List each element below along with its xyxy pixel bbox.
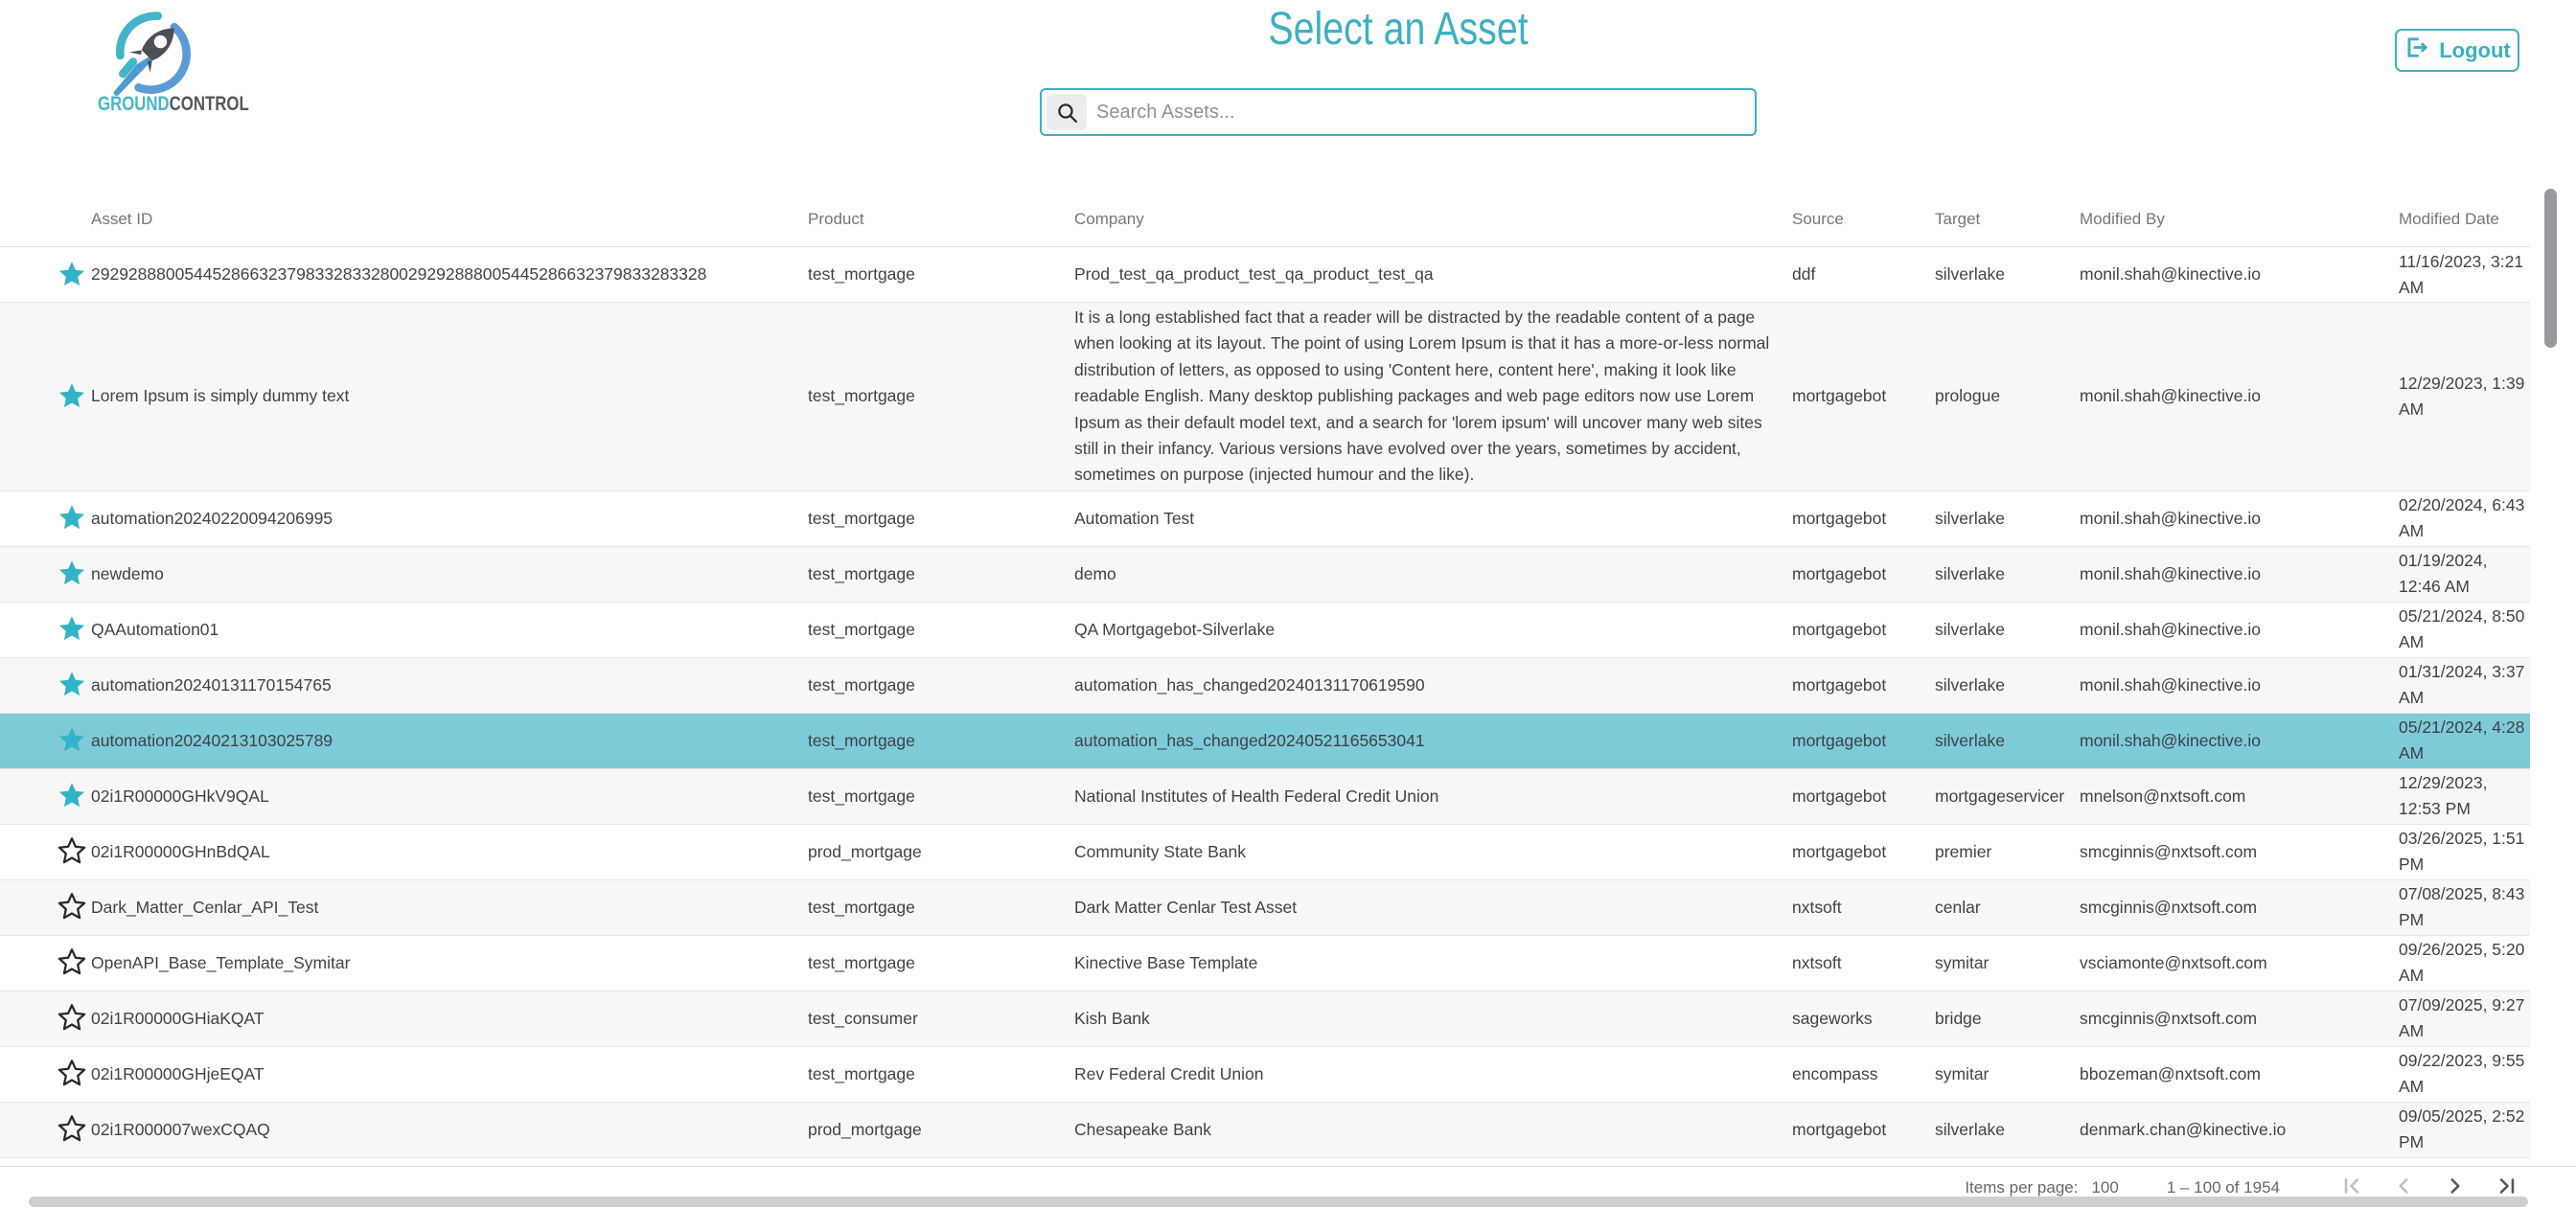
- cell-modified-by: vsciamonte@nxtsoft.com: [2080, 952, 2267, 972]
- column-header-source[interactable]: Source: [1792, 209, 1844, 228]
- cell-source: mortgagebot: [1792, 563, 1887, 583]
- table-row[interactable]: [0, 303, 2530, 491]
- cell-modified-by: monil.shah@kinective.io: [2080, 508, 2261, 528]
- table-row[interactable]: [0, 714, 2530, 769]
- favorite-star-filled-icon[interactable]: [58, 559, 91, 588]
- cell-asset-id: automation20240220094206995: [91, 508, 334, 528]
- cell-product: test_mortgage: [808, 563, 915, 583]
- cell-product: test_mortgage: [808, 730, 915, 750]
- cell-modified-date: 05/21/2024, 8:50 AM: [2399, 606, 2525, 652]
- table-row[interactable]: [0, 1103, 2530, 1158]
- search-box: [1040, 88, 1757, 136]
- cell-modified-date: 02/20/2024, 6:43 AM: [2399, 495, 2525, 541]
- cell-product: test_mortgage: [808, 786, 915, 806]
- logout-icon: [2404, 34, 2429, 66]
- cell-product: test_mortgage: [808, 264, 915, 284]
- favorite-star-outline-icon[interactable]: [58, 948, 91, 977]
- cell-asset-id: automation20240131170154765: [91, 674, 332, 695]
- table-row[interactable]: [0, 547, 2530, 603]
- table-row[interactable]: [0, 603, 2530, 658]
- cell-product: prod_mortgage: [808, 1119, 922, 1139]
- cell-target: symitar: [1935, 952, 1990, 972]
- table-row[interactable]: [0, 658, 2530, 714]
- cell-target: premier: [1935, 841, 1992, 861]
- favorite-star-filled-icon[interactable]: [58, 782, 91, 810]
- cell-product: test_mortgage: [808, 508, 915, 528]
- favorite-star-outline-icon[interactable]: [58, 1115, 91, 1144]
- cell-product: test_mortgage: [808, 674, 915, 695]
- range-label: 1 – 100 of 1954: [2166, 1177, 2280, 1197]
- cell-modified-by: smcginnis@nxtsoft.com: [2080, 897, 2258, 917]
- favorite-star-filled-icon[interactable]: [58, 504, 91, 533]
- logo-text-control: CONTROL: [169, 93, 249, 115]
- logo-text-ground: GROUND: [98, 93, 170, 115]
- cell-modified-date: 09/26/2025, 5:20 AM: [2399, 940, 2525, 986]
- cell-target: mortgageservicer: [1935, 786, 2065, 806]
- search-icon: [1046, 94, 1087, 130]
- cell-product: test_mortgage: [808, 619, 915, 639]
- cell-product: prod_mortgage: [808, 841, 922, 861]
- cell-modified-date: 07/08/2025, 8:43 PM: [2399, 884, 2525, 930]
- cell-modified-by: monil.shah@kinective.io: [2080, 730, 2261, 750]
- cell-target: silverlake: [1935, 619, 2005, 639]
- cell-company: Dark Matter Cenlar Test Asset: [1074, 897, 1298, 917]
- page-title: Select an Asset: [1268, 4, 1529, 55]
- assets-table: [0, 192, 2530, 1167]
- table-row[interactable]: [0, 936, 2530, 991]
- cell-target: bridge: [1935, 1008, 1982, 1028]
- column-header-modified-by[interactable]: Modified By: [2080, 209, 2165, 228]
- table-row[interactable]: [0, 825, 2530, 880]
- cell-company: Kish Bank: [1074, 1008, 1150, 1028]
- table-body: [0, 247, 2530, 1158]
- cell-source: nxtsoft: [1792, 952, 1842, 972]
- cell-product: test_consumer: [808, 1008, 918, 1028]
- cell-company: Community State Bank: [1074, 841, 1246, 861]
- favorite-star-filled-icon[interactable]: [58, 726, 91, 755]
- cell-modified-by: monil.shah@kinective.io: [2080, 674, 2261, 695]
- search-input[interactable]: [1094, 94, 1755, 130]
- cell-asset-id: 02i1R00000GHkV9QAL: [91, 786, 269, 806]
- cell-modified-date: 03/26/2025, 1:51 PM: [2399, 829, 2525, 875]
- cell-asset-id: 02i1R00000GHnBdQAL: [91, 841, 270, 861]
- cell-source: mortgagebot: [1792, 841, 1887, 861]
- rocket-icon: [84, 10, 218, 96]
- cell-asset-id: newdemo: [91, 563, 164, 583]
- cell-modified-date: 09/05/2025, 2:52 PM: [2399, 1106, 2525, 1152]
- table-row[interactable]: [0, 1047, 2530, 1103]
- favorite-star-filled-icon[interactable]: [58, 615, 91, 644]
- cell-company: automation_has_changed20240131170619590: [1074, 674, 1425, 695]
- cell-product: test_mortgage: [808, 1063, 915, 1083]
- cell-modified-by: monil.shah@kinective.io: [2080, 619, 2261, 639]
- column-header-asset-id[interactable]: Asset ID: [91, 209, 153, 228]
- ground-control-logo: [84, 10, 249, 116]
- favorite-star-filled-icon[interactable]: [58, 382, 91, 411]
- cell-modified-by: smcginnis@nxtsoft.com: [2080, 841, 2258, 861]
- cell-company: demo: [1074, 563, 1116, 583]
- cell-target: silverlake: [1935, 730, 2005, 750]
- cell-asset-id: 02i1R00000GHjeEQAT: [91, 1063, 264, 1083]
- table-row[interactable]: [0, 769, 2530, 825]
- cell-product: test_mortgage: [808, 952, 915, 972]
- cell-modified-date: 07/09/2025, 9:27 AM: [2399, 995, 2525, 1041]
- favorite-star-outline-icon[interactable]: [58, 1060, 91, 1088]
- cell-source: sageworks: [1792, 1008, 1873, 1028]
- cell-product: test_mortgage: [808, 897, 915, 917]
- table-row[interactable]: [0, 880, 2530, 936]
- table-row[interactable]: [0, 247, 2530, 303]
- cell-source: mortgagebot: [1792, 786, 1887, 806]
- cell-source: mortgagebot: [1792, 619, 1887, 639]
- cell-modified-by: monil.shah@kinective.io: [2080, 563, 2261, 583]
- favorite-star-outline-icon[interactable]: [58, 1004, 91, 1033]
- cell-company: QA Mortgagebot-Silverlake: [1074, 619, 1276, 639]
- cell-modified-date: 01/19/2024, 12:46 AM: [2399, 551, 2488, 597]
- cell-asset-id: OpenAPI_Base_Template_Symitar: [91, 952, 351, 972]
- cell-company: Automation Test: [1074, 508, 1195, 528]
- cell-target: silverlake: [1935, 674, 2005, 695]
- items-per-page-label: Items per page:: [1965, 1177, 2079, 1197]
- cell-modified-by: mnelson@nxtsoft.com: [2080, 786, 2246, 806]
- cell-modified-by: monil.shah@kinective.io: [2080, 264, 2261, 284]
- favorite-star-filled-icon[interactable]: [58, 671, 91, 699]
- favorite-star-filled-icon[interactable]: [58, 261, 91, 289]
- cell-company: automation_has_changed20240521165653041: [1074, 730, 1425, 750]
- table-header-row: [0, 192, 2530, 247]
- column-header-modified-date[interactable]: Modified Date: [2399, 209, 2499, 228]
- vertical-scrollbar-thumb[interactable]: [2544, 189, 2557, 348]
- horizontal-scrollbar-thumb[interactable]: [29, 1197, 2528, 1207]
- cell-modified-by: monil.shah@kinective.io: [2080, 386, 2261, 406]
- cell-target: silverlake: [1935, 508, 2005, 528]
- logout-button[interactable]: [2395, 29, 2519, 72]
- table-row[interactable]: [0, 991, 2530, 1047]
- table-row[interactable]: [0, 491, 2530, 547]
- cell-modified-by: smcginnis@nxtsoft.com: [2080, 1008, 2258, 1028]
- cell-target: silverlake: [1935, 264, 2005, 284]
- cell-product: test_mortgage: [808, 386, 915, 406]
- cell-company: Kinective Base Template: [1074, 952, 1258, 972]
- cell-asset-id: QAAutomation01: [91, 619, 219, 639]
- cell-asset-id: 292928880054452866323798332833280029292888005445286632379833283328: [91, 264, 707, 284]
- cell-asset-id: 02i1R00000GHiaKQAT: [91, 1008, 264, 1028]
- cell-source: mortgagebot: [1792, 386, 1887, 406]
- cell-company: National Institutes of Health Federal Credit Union: [1074, 786, 1439, 806]
- cell-asset-id: Dark_Matter_Cenlar_API_Test: [91, 897, 319, 917]
- cell-asset-id: Lorem Ipsum is simply dummy text: [91, 386, 350, 406]
- cell-company: Prod_test_qa_product_test_qa_product_test_qa: [1074, 263, 1434, 284]
- favorite-star-outline-icon[interactable]: [58, 837, 91, 866]
- cell-target: silverlake: [1935, 563, 2005, 583]
- cell-company: Rev Federal Credit Union: [1074, 1063, 1264, 1083]
- column-header-target[interactable]: Target: [1935, 209, 1981, 228]
- cell-modified-by: denmark.chan@kinective.io: [2080, 1119, 2287, 1139]
- cell-modified-date: 12/29/2023, 1:39 AM: [2399, 373, 2525, 419]
- cell-asset-id: 02i1R000007wexCQAQ: [91, 1119, 270, 1139]
- items-per-page-value[interactable]: 100: [2091, 1177, 2119, 1197]
- cell-asset-id: automation20240213103025789: [91, 730, 334, 750]
- cell-modified-date: 12/29/2023, 12:53 PM: [2399, 773, 2488, 819]
- cell-modified-date: 01/31/2024, 3:37 AM: [2399, 662, 2525, 708]
- cell-source: mortgagebot: [1792, 674, 1887, 695]
- logout-label: Logout: [2439, 37, 2511, 62]
- favorite-star-outline-icon[interactable]: [58, 893, 91, 922]
- cell-modified-date: 11/16/2023, 3:21 AM: [2399, 251, 2524, 297]
- cell-source: ddf: [1792, 264, 1816, 284]
- cell-source: encompass: [1792, 1063, 1878, 1083]
- cell-modified-date: 05/21/2024, 4:28 AM: [2399, 718, 2525, 764]
- column-header-product[interactable]: Product: [808, 209, 864, 228]
- cell-source: mortgagebot: [1792, 508, 1887, 528]
- cell-target: cenlar: [1935, 897, 1981, 917]
- cell-company: It is a long established fact that a reader will be distracted by the readable content of a page when looking at its layout. The point of using Lorem Ipsum is that it has a more-or-less normal distribution of letters, as opposed to using 'Content here, content here', making it look like readable English. Many desktop publishing packages and web page editors now use Lorem Ipsum as their default model text, and a search for 'lorem ipsum' will uncover many web sites still in their infancy. Various versions have evolved over the years, sometimes by accident, sometimes on purpose (injected humour and the like).: [1074, 308, 1770, 485]
- cell-target: symitar: [1935, 1063, 1990, 1083]
- cell-company: Chesapeake Bank: [1074, 1119, 1212, 1139]
- cell-target: prologue: [1935, 386, 2001, 406]
- cell-source: nxtsoft: [1792, 897, 1842, 917]
- cell-modified-by: bbozeman@nxtsoft.com: [2080, 1063, 2261, 1083]
- cell-source: mortgagebot: [1792, 730, 1887, 750]
- cell-modified-date: 09/22/2023, 9:55 AM: [2399, 1051, 2525, 1097]
- cell-source: mortgagebot: [1792, 1119, 1887, 1139]
- cell-target: silverlake: [1935, 1119, 2005, 1139]
- logo-wordmark: [98, 93, 249, 116]
- column-header-company[interactable]: Company: [1074, 209, 1144, 228]
